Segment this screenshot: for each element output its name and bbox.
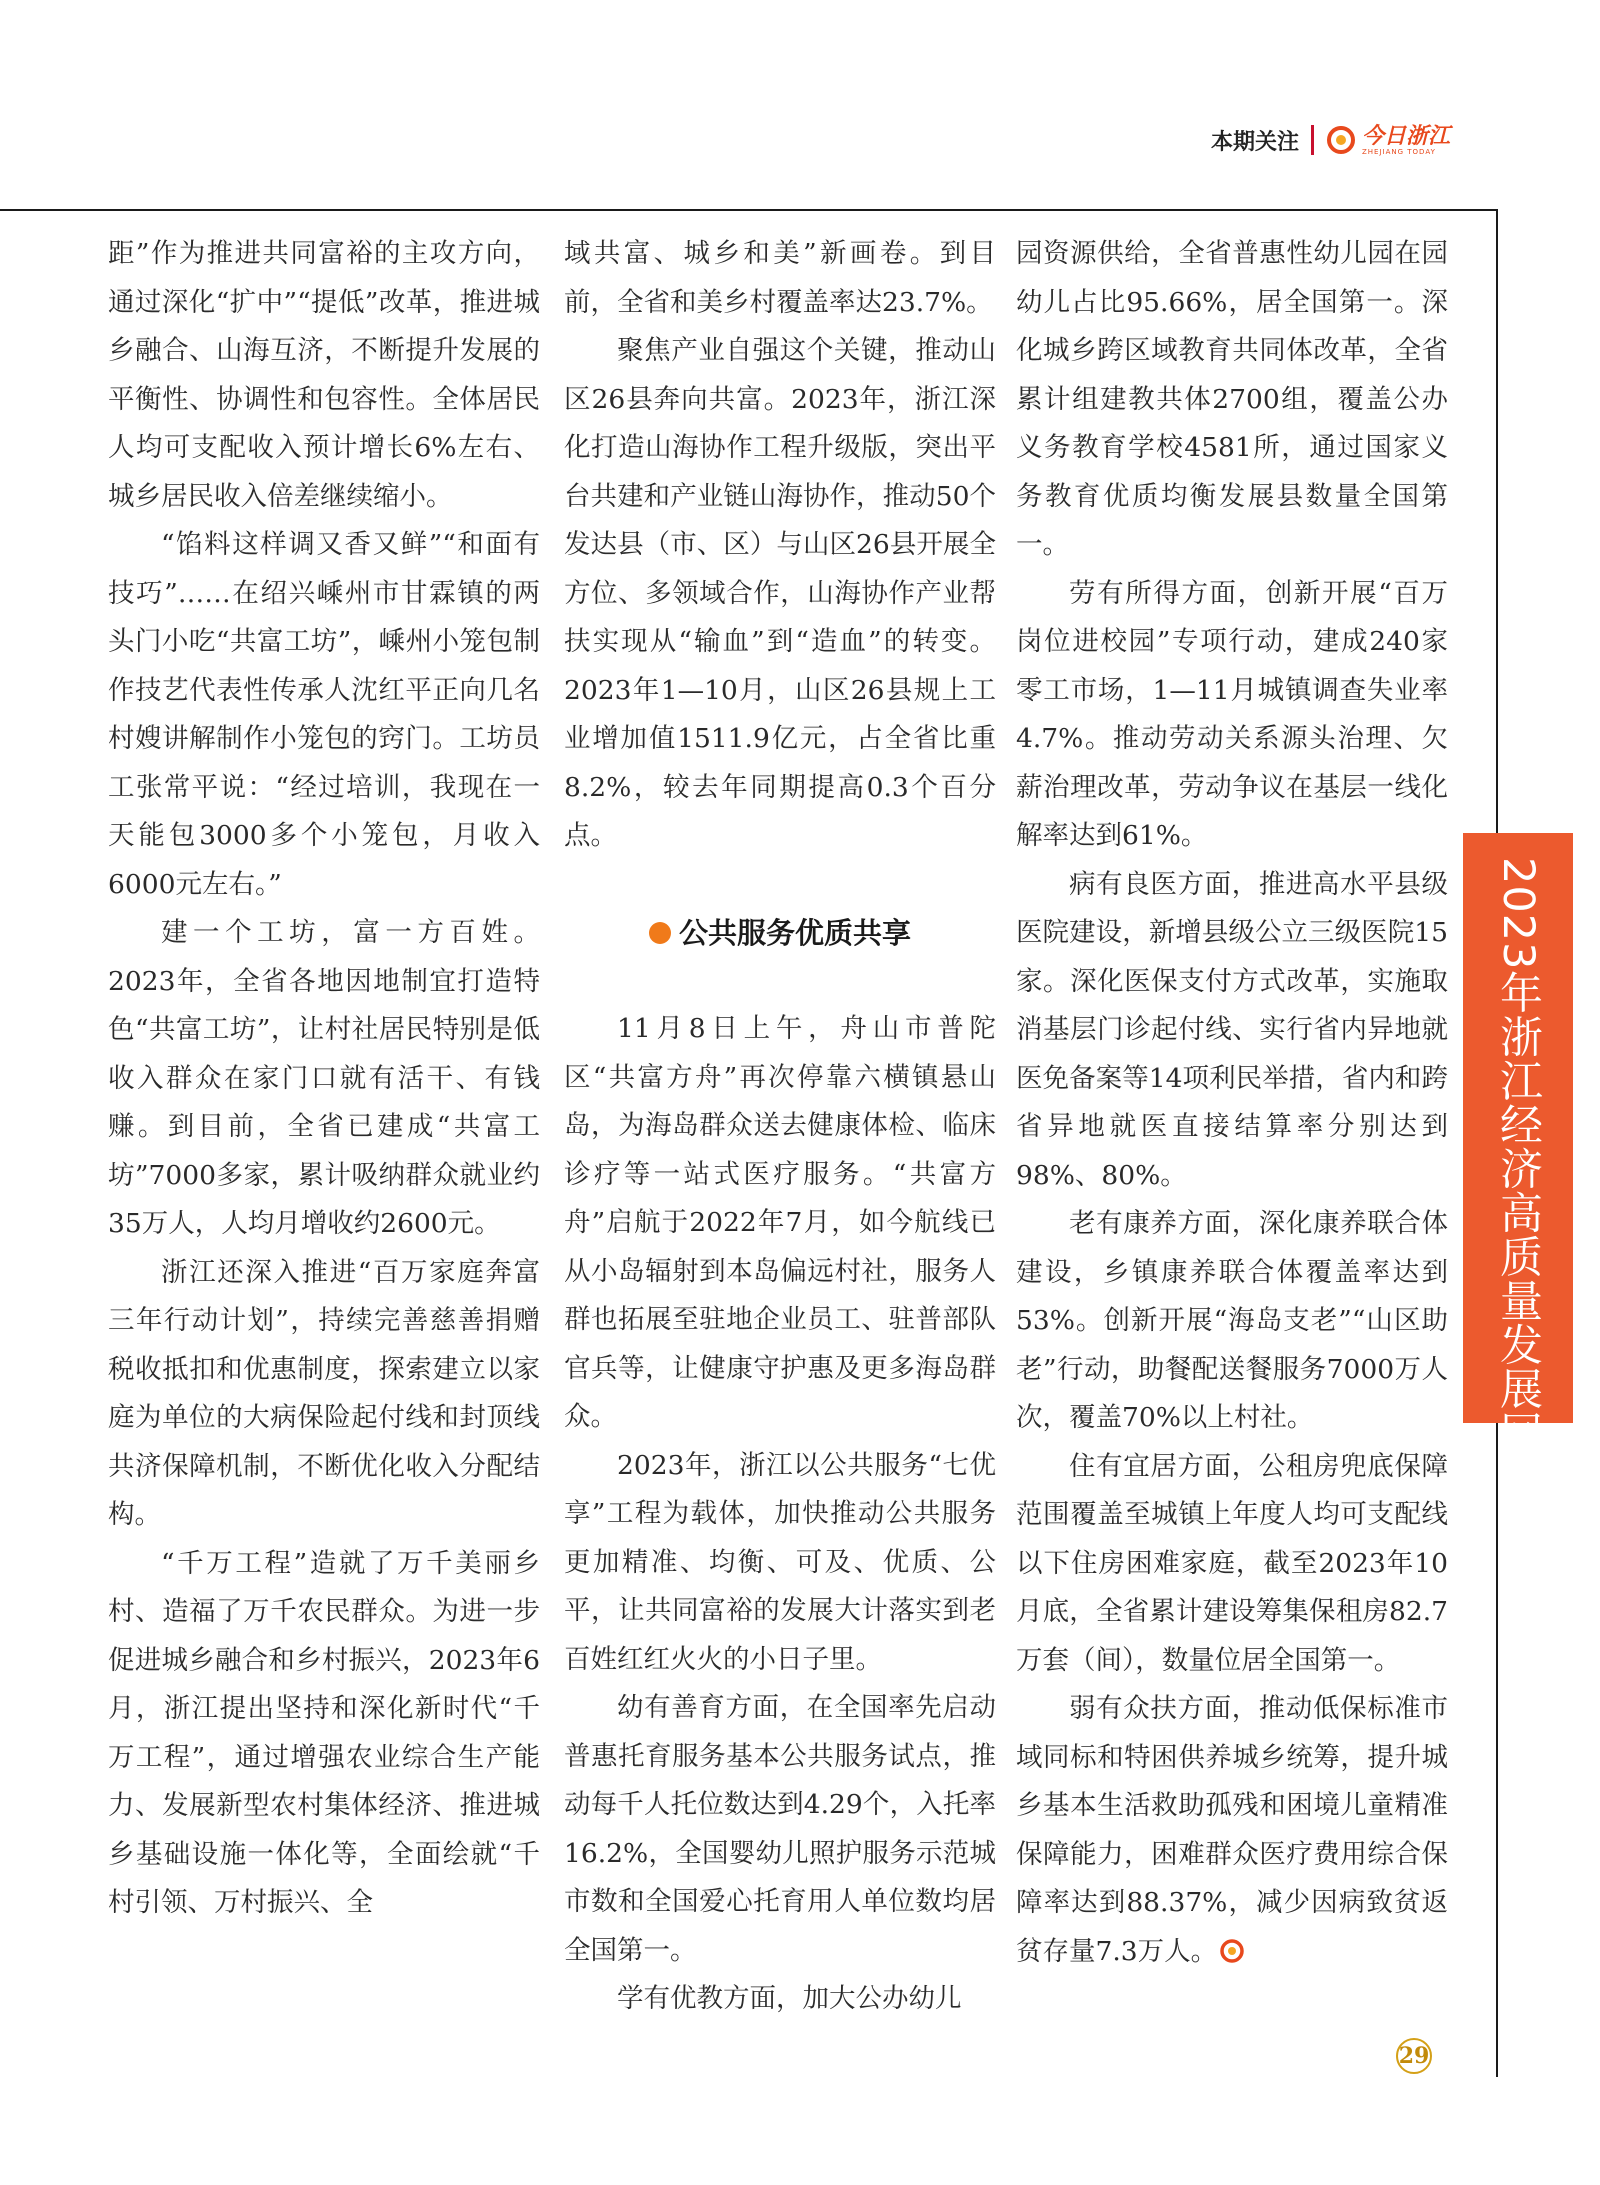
paragraph: 老有康养方面，深化康养联合体建设，乡镇康养联合体覆盖率达到53%。创新开展“海岛支老”“山区助老”行动，助餐配送餐服务7000万人次，覆盖70%以上村社。 xyxy=(1016,1208,1448,1433)
paragraph: 学有优教方面，加大公办幼儿 xyxy=(617,1983,962,2014)
magazine-logo xyxy=(1326,122,1450,156)
paragraph: 浙江还深入推进“百万家庭奔富三年行动计划”，持续完善慈善捐赠税收抵扣和优惠制度，探索建立以家庭为单位的大病保险起付线和封顶线共济保障机制，不断优化收入分配结构。 xyxy=(108,1256,540,1530)
paragraph: 11月8日上午，舟山市普陀区“共富方舟”再次停靠六横镇悬山岛，为海岛群众送去健康体检、临床诊疗等一站式医疗服务。“共富方舟”启航于2022年7月，如今航线已从小岛辐射到本岛偏远村社，服务人群也拓展至驻地企业员工、驻普部队官兵等，让健康守护惠及更多海岛群众。 xyxy=(564,1013,996,1432)
logo-text: 今日浙江 xyxy=(1361,122,1450,149)
paragraph-text: 弱有众扶方面，推动低保标准市域同标和特困供养城乡统筹，提升城乡基本生活救助孤残和困境儿童精准保障能力，困难群众医疗费用综合保障率达到88.37%，减少因病致贫返贫存量7.3万人。 xyxy=(1016,1693,1448,1967)
paragraph: 距”作为推进共同富裕的主攻方向，通过深化“扩中”“提低”改革，推进城乡融合、山海互济，不断提升发展的平衡性、协调性和包容性。全体居民人均可支配收入预计增长6%左右、城乡居民收入倍差继续缩小。 xyxy=(108,238,540,512)
column-3 xyxy=(1016,230,1448,1976)
page-header xyxy=(1211,118,1450,162)
top-rule xyxy=(0,209,1498,211)
page-number: 29 xyxy=(1396,2038,1432,2074)
logo-mark-icon xyxy=(1326,125,1356,155)
paragraph: 聚焦产业自强这个关键，推动山区26县奔向共富。2023年，浙江深化打造山海协作工程升级版，突出平台共建和产业链山海协作，推动50个发达县（市、区）与山区26县开展全方位、多领域合作，山海协作产业帮扶实现从“输血”到“造血”的转变。2023年1—10月，山区26县规上工业增加值1511.9亿元，占全省比重8.2%，较去年同期提高0.3个百分点。 xyxy=(564,335,996,851)
section-heading xyxy=(564,909,996,958)
column-2 xyxy=(564,230,996,2024)
paragraph-last xyxy=(1016,1685,1448,1976)
paragraph: 2023年，浙江以公共服务“七优享”工程为载体，加快推动公共服务更加精准、均衡、可及、优质、公平，让共同富裕的发展大计落实到老百姓红红火火的小日子里。 xyxy=(564,1449,996,1675)
side-banner-text: 2023年浙江经济高质量发展回眸 xyxy=(1493,857,1543,1499)
paragraph: 住有宜居方面，公租房兜底保障范围覆盖至城镇上年度人均可支配线以下住房困难家庭，截至2023年10月底，全省累计建设筹集保租房82.7万套（间），数量位居全国第一。 xyxy=(1016,1450,1448,1676)
bullet-dot-icon xyxy=(649,922,671,944)
section-heading-text: 公共服务优质共享 xyxy=(678,915,911,950)
paragraph: 劳有所得方面，创新开展“百万岗位进校园”专项行动，建成240家零工市场，1—11月城镇调查失业率4.7%。推动劳动关系源头治理、欠薪治理改革，劳动争议在基层一线化解率达到61%。 xyxy=(1016,577,1448,851)
paragraph: 建一个工坊，富一方百姓。2023年，全省各地因地制宜打造特色“共富工坊”，让村社居民特别是低收入群众在家门口就有活干、有钱赚。到目前，全省已建成“共富工坊”7000多家，累计吸纳群众就业约35万人，人均月增收约2600元。 xyxy=(108,917,540,1239)
column-1 xyxy=(108,230,540,1928)
header-divider xyxy=(1311,125,1314,155)
paragraph: 域共富、城乡和美”新画卷。到目前，全省和美乡村覆盖率达23.7%。 xyxy=(564,238,996,318)
paragraph: 病有良医方面，推进高水平县级医院建设，新增县级公立三级医院15家。深化医保支付方式改革，实施取消基层门诊起付线、实行省内异地就医免备案等14项利民举措，省内和跨省异地就医直接结算率分别达到98%、80%。 xyxy=(1016,868,1448,1191)
section-title: 本期关注 xyxy=(1210,129,1299,155)
side-banner xyxy=(1463,833,1573,1499)
paragraph: 园资源供给，全省普惠性幼儿园在园幼儿占比95.66%，居全国第一。深化城乡跨区域教育共同体改革，全省累计组建教共体2700组，覆盖公办义务教育学校4581所，通过国家义务教育优质均衡发展县数量全国第一。 xyxy=(1016,238,1448,560)
logo-subtext: ZHEJIANG TODAY xyxy=(1361,147,1436,156)
paragraph: “千万工程”造就了万千美丽乡村、造福了万千农民群众。为进一步促进城乡融合和乡村振兴，2023年6月，浙江提出坚持和深化新时代“千万工程”，通过增强农业综合生产能力、发展新型农村集体经济、推进城乡基础设施一体化等，全面绘就“千村引领、万村振兴、全 xyxy=(108,1547,540,1918)
article-end-icon xyxy=(1219,1938,1245,1964)
paragraph: 幼有善育方面，在全国率先启动普惠托育服务基本公共服务试点，推动每千人托位数达到4.29个，入托率16.2%，全国婴幼儿照护服务示范城市数和全国爱心托育用人单位数均居全国第一。 xyxy=(564,1692,996,1966)
paragraph: “馅料这样调又香又鲜”“和面有技巧”……在绍兴嵊州市甘霖镇的两头门小吃“共富工坊”，嵊州小笼包制作技艺代表性传承人沈红平正向几名村嫂讲解制作小笼包的窍门。工坊员工张常平说：“经过培训，我现在一天能包3000多个小笼包，月收入6000元左右。” xyxy=(108,529,540,900)
